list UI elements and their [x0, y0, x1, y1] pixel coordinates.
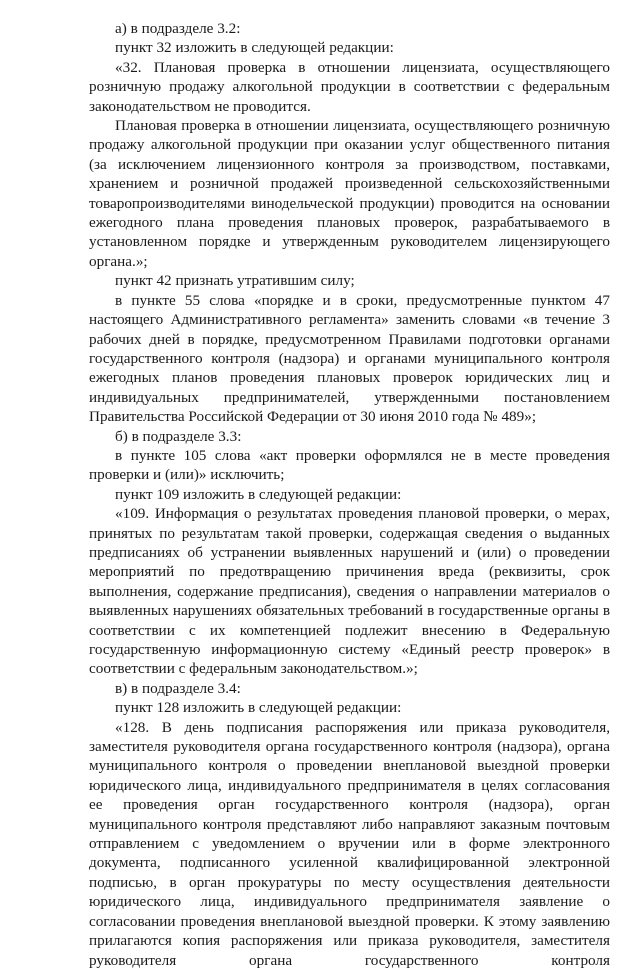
paragraph-item-42: пункт 42 признать утратившим силу;	[115, 272, 355, 290]
paragraph-subsection-3-2: а) в подразделе 3.2:	[115, 20, 241, 37]
paragraph-subsection-3-3: б) в подразделе 3.3:	[115, 427, 242, 445]
document-page	[89, 19, 610, 970]
paragraph-item-32-heading: пункт 32 изложить в следующей редакции:	[115, 39, 394, 57]
paragraph-item-109-heading: пункт 109 изложить в следующей редакции:	[115, 485, 402, 503]
paragraph-item-109-text: «109. Информация о результатах проведения плановой проверки, о мерах, принятых по результатам такой проверки, содержащая сведения о выданных предписаниях об устранении выявленных нарушений и (или) о проведении мероприятий по предотвращению причинения вреда (реквизиты, срок выполнения, содержание предписания), сведения о направлении материалов о выявленных нарушениях обязательных требований в государственные органы в соответствии с их компетенцией подлежит внесению в Федеральную государственную информационную систему «Единый реестр проверок» в соответствии с федеральным законодательством.»;	[89, 505, 610, 678]
paragraph-item-105: в пункте 105 слова «акт проверки оформлялся не в месте проведения проверки и (или)» исключить;	[89, 446, 610, 484]
paragraph-item-55: в пункте 55 слова «порядке и в сроки, предусмотренные пунктом 47 настоящего Административного регламента» заменить словами «в течение 3 рабочих дней в порядке, предусмотренном Правилами подготовки органами государственного контроля (надзора) и органами муниципального контроля ежегодных планов проведения плановых проверок юридических лиц и индивидуальных предпринимателей, утвержденными постановлением Правительства Российской Федерации от 30 июня 2010 года № 489»;	[89, 291, 610, 426]
paragraph-item-32-text: «32. Плановая проверка в отношении лицензиата, осуществляющего розничную продажу алкогольной продукции в соответствии с федеральным законодательством не проводится.	[89, 58, 610, 115]
paragraph-item-128-text: «128. В день подписания распоряжения или приказа руководителя, заместителя руководителя органа государственного контроля (надзора), органа муниципального контроля о проведении внеплановой выездной проверки юридического лица, индивидуального предпринимателя в целях согласования ее проведения орган государственного контроля (надзора), орган муниципального контроля представляют либо направляют заказным почтовым отправлением с уведомлением о вручении или в форме электронного документа, подписанного усиленной квалифицированной электронной подписью, в орган прокуратуры по месту осуществления деятельности юридического лица, индивидуального предпринимателя заявление о согласовании проведения внеплановой выездной проверки. К этому заявлению прилагаются копия распоряжения или приказа руководителя, заместителя руководителя органа государственного контроля	[89, 718, 610, 969]
paragraph-subsection-3-4: в) в подразделе 3.4:	[115, 679, 241, 697]
paragraph-planned-inspection: Плановая проверка в отношении лицензиата, осуществляющего розничную продажу алкогольной продукции при оказании услуг общественного питания (за исключением лицензионного контроля за производством, поставками, хранением и розничной продажей произведенной сельскохозяйственными товаропроизводителями винодельческой продукции) проводится на основании ежегодного плана проведения плановых проверок, разрабатываемого в установленном порядке и утвержденным руководителем лицензирующего органа.»;	[89, 117, 610, 270]
paragraph-item-128-heading: пункт 128 изложить в следующей редакции:	[115, 699, 402, 717]
